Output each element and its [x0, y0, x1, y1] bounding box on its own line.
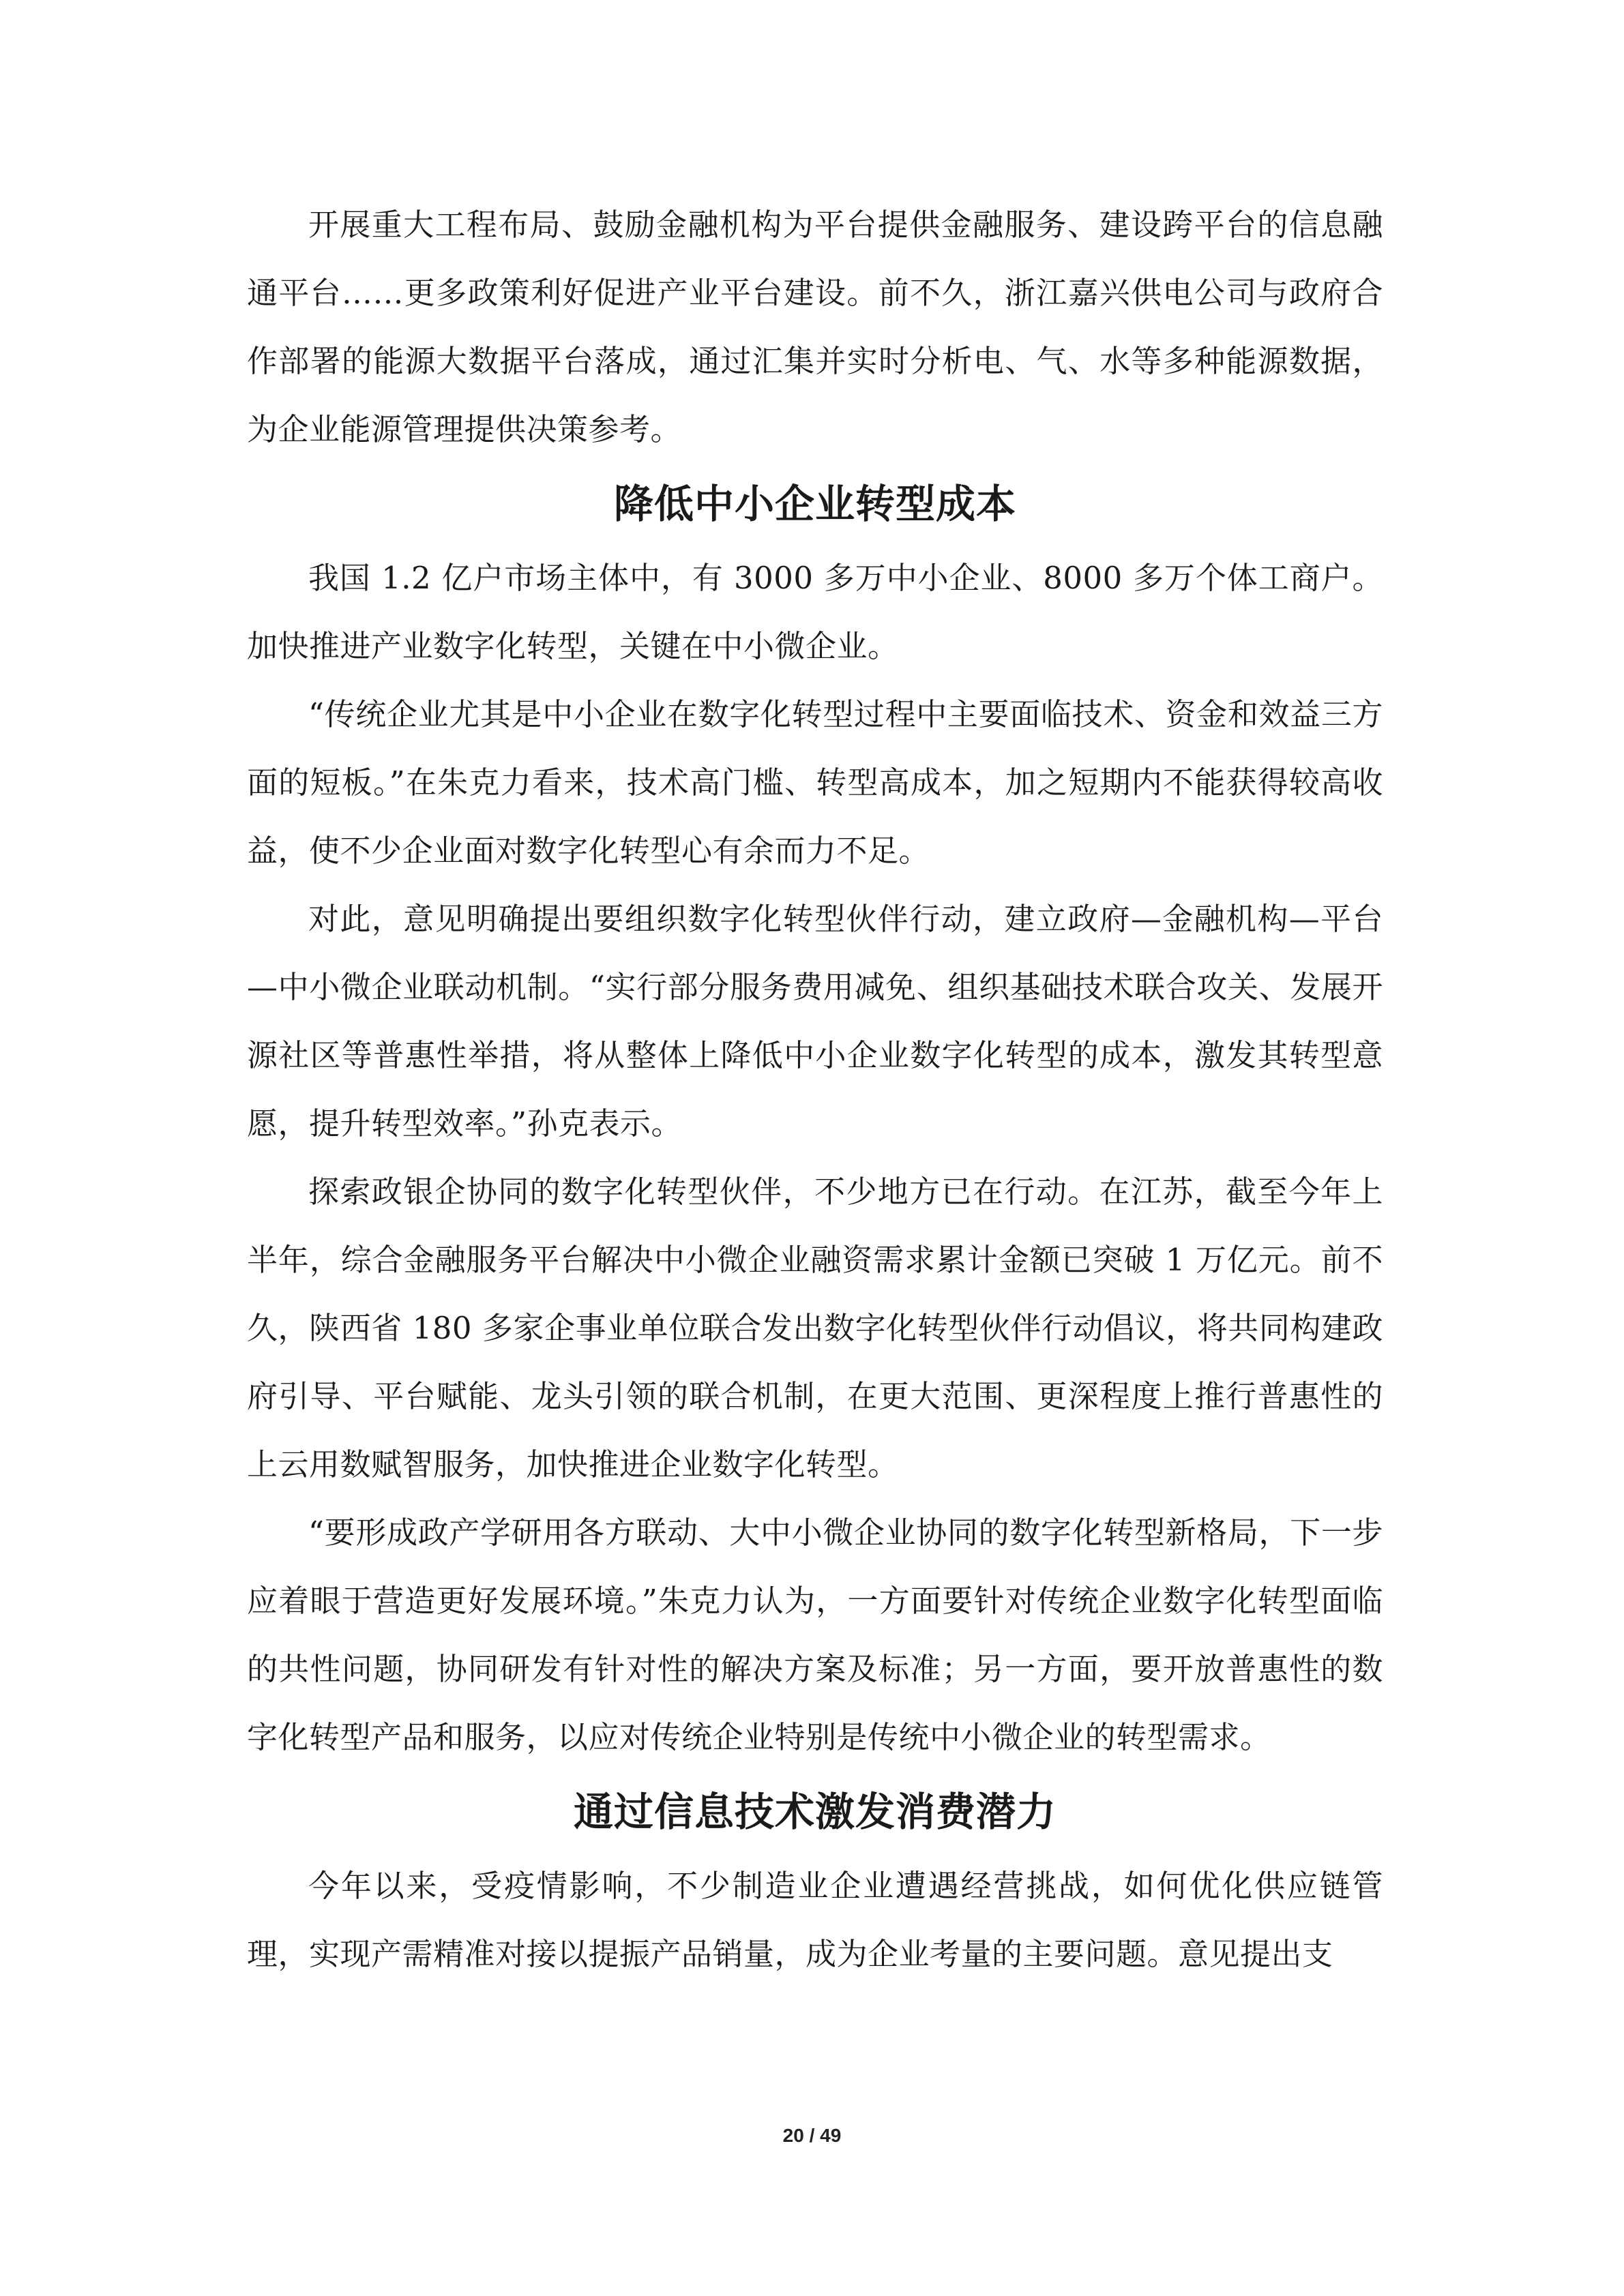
body-paragraph: “传统企业尤其是中小企业在数字化转型过程中主要面临技术、资金和效益三方面的短板。”在朱克力看来，技术高门槛、转型高成本，加之短期内不能获得较高收益，使不少企业面对数字化转型心有余而力不足。 [247, 696, 1383, 869]
section-heading: 降低中小企业转型成本 [613, 481, 1016, 527]
body-paragraph: 对此，意见明确提出要组织数字化转型伙伴行动，建立政府—金融机构—平台—中小微企业联动机制。“实行部分服务费用减免、组织基础技术联合攻关、发展开源社区等普惠性举措，将从整体上降低中小企业数字化转型的成本，激发其转型意愿，提升转型效率。”孙克表示。 [247, 901, 1383, 1142]
body-paragraph: “要形成政产学研用各方联动、大中小微企业协同的数字化转型新格局，下一步应着眼于营造更好发展环境。”朱克力认为，一方面要针对传统企业数字化转型面临的共性问题，协同研发有针对性的解决方案及标准；另一方面，要开放普惠性的数字化转型产品和服务，以应对传统企业特别是传统中小微企业的转型需求。 [247, 1515, 1383, 1755]
body-paragraph: 我国 1.2 亿户市场主体中，有 3000 多万中小企业、8000 多万个体工商户。加快推进产业数字化转型，关键在中小微企业。 [247, 560, 1383, 664]
section-heading: 通过信息技术激发消费潜力 [573, 1789, 1057, 1835]
body-paragraph: 探索政银企协同的数字化转型伙伴，不少地方已在行动。在江苏，截至今年上半年，综合金融服务平台解决中小微企业融资需求累计金额已突破 1 万亿元。前不久，陕西省 180 多家企事业单位联合发出数字化转型伙伴行动倡议，将共同构建政府引导、平台赋能、龙头引领的联合机制，在更大范围、更深程度上推行普惠性的上云用数赋智服务，加快推进企业数字化转型。 [247, 1174, 1383, 1482]
page-number: 20 / 49 [782, 2125, 842, 2146]
body-paragraph: 今年以来，受疫情影响，不少制造业企业遭遇经营挑战，如何优化供应链管理，实现产需精准对接以提振产品销量，成为企业考量的主要问题。意见提出支 [247, 1868, 1383, 1972]
body-paragraph: 开展重大工程布局、鼓励金融机构为平台提供金融服务、建设跨平台的信息融通平台……更多政策利好促进产业平台建设。前不久，浙江嘉兴供电公司与政府合作部署的能源大数据平台落成，通过汇集并实时分析电、气、水等多种能源数据，为企业能源管理提供决策参考。 [247, 207, 1383, 447]
page-content [247, 191, 1383, 1988]
